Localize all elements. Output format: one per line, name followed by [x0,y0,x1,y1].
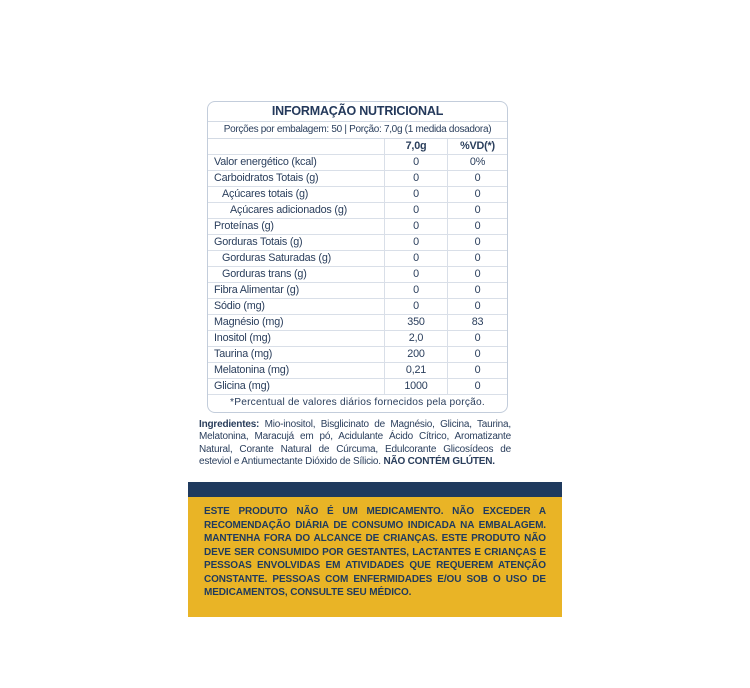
table-row [208,203,507,219]
table-row [208,219,507,235]
nutrient-amount: 0 [384,171,447,186]
table-row [208,187,507,203]
table-row [208,267,507,283]
serving-info: Porções por embalagem: 50 | Porção: 7,0g (1 medida dosadora) [208,122,507,139]
nutrient-label: Magnésio (mg) [214,316,284,328]
table-row [208,299,507,315]
nutrient-dv: 0 [447,299,507,314]
table-row [208,363,507,379]
warning-box [188,482,562,617]
gluten-statement: NÃO CONTÉM GLÚTEN. [383,456,495,468]
nutrient-label: Taurina (mg) [214,348,273,360]
nutrition-rows [208,155,507,395]
nutrient-amount: 0 [384,235,447,250]
nutrient-dv: 0 [447,187,507,202]
nutrient-label: Inositol (mg) [214,332,271,344]
nutrient-amount: 0 [384,187,447,202]
warning-text: ESTE PRODUTO NÃO É UM MEDICAMENTO. NÃO EXCEDER A RECOMENDAÇÃO DIÁRIA DE CONSUMO INDICADA NA EMBALAGEM. MANTENHA FORA DO ALCANCE DE CRIANÇAS. ESTE PRODUTO NÃO DEVE SER CONSUMIDO POR GESTANTES, LACTANTES E CRIANÇAS E PESSOAS ENVOLVIDAS EM ATIVIDADES QUE REQUEREM ATENÇÃO CONSTANTE. PESSOAS COM ENFERMIDADES E/OU SOB O USO DE MEDICAMENTOS, CONSULTE SEU MÉDICO. [188,497,562,617]
nutrient-amount: 0 [384,155,447,170]
nutrient-dv: 0 [447,283,507,298]
nutrient-dv: 0 [447,203,507,218]
nutrient-label: Sódio (mg) [214,300,265,312]
nutrient-dv: 0 [447,219,507,234]
table-row [208,331,507,347]
nutrient-amount: 0 [384,203,447,218]
nutrient-dv: 0 [447,363,507,378]
nutrient-label: Melatonina (mg) [214,364,290,376]
nutrient-amount: 1000 [384,379,447,394]
nutrient-label: Valor energético (kcal) [214,156,317,168]
nutrient-dv: 0 [447,171,507,186]
nutrient-amount: 2,0 [384,331,447,346]
nutrient-label: Glicina (mg) [214,380,270,392]
table-row [208,283,507,299]
nutrient-label: Fibra Alimentar (g) [214,284,300,296]
nutrient-dv: 0 [447,331,507,346]
nutrient-amount: 0 [384,299,447,314]
nutrient-dv: 83 [447,315,507,330]
nutrition-table-title: INFORMAÇÃO NUTRICIONAL [208,102,507,122]
nutrient-amount: 200 [384,347,447,362]
nutrient-dv: 0 [447,235,507,250]
nutrition-table [207,101,508,413]
nutrient-amount: 0 [384,219,447,234]
column-header-dv: %VD(*) [447,139,507,154]
nutrient-label: Gorduras trans (g) [222,268,307,280]
nutrient-amount: 0 [384,283,447,298]
ingredients-text: Mio-inositol, Bisglicinato de Magnésio, Glicina, Taurina, Melatonina, Maracujá em pó, Acidulante Ácido Cítrico, Aromatizante Natural, Corante Natural de Cúrcuma, Edulcorante Glicosídeos de esteviol e Antiumectante Dióxido de Sílicio. [199,419,511,468]
ingredients-paragraph [199,419,511,469]
table-row [208,235,507,251]
table-row [208,347,507,363]
table-row [208,155,507,171]
nutrient-label: Proteínas (g) [214,220,274,232]
nutrient-label: Açúcares adicionados (g) [230,204,348,216]
nutrient-amount: 350 [384,315,447,330]
nutrient-dv: 0 [447,251,507,266]
nutrient-dv: 0 [447,267,507,282]
nutrient-dv: 0% [447,155,507,170]
column-header-nutrient [208,139,384,154]
table-row [208,251,507,267]
table-row [208,379,507,395]
table-row [208,315,507,331]
nutrient-label: Gorduras Saturadas (g) [222,252,332,264]
nutrient-amount: 0,21 [384,363,447,378]
nutrient-label: Açúcares totais (g) [222,188,309,200]
warning-top-bar [188,482,562,497]
ingredients-label: Ingredientes: [199,419,260,430]
nutrient-dv: 0 [447,379,507,394]
nutrient-label: Carboidratos Totais (g) [214,172,319,184]
nutrient-dv: 0 [447,347,507,362]
nutrient-label: Gorduras Totais (g) [214,236,303,248]
nutrient-amount: 0 [384,251,447,266]
table-row [208,171,507,187]
nutrition-column-headers [208,139,507,155]
column-header-amount: 7,0g [384,139,447,154]
dv-footnote: *Percentual de valores diários fornecidos pela porção. [230,397,485,408]
nutrient-amount: 0 [384,267,447,282]
